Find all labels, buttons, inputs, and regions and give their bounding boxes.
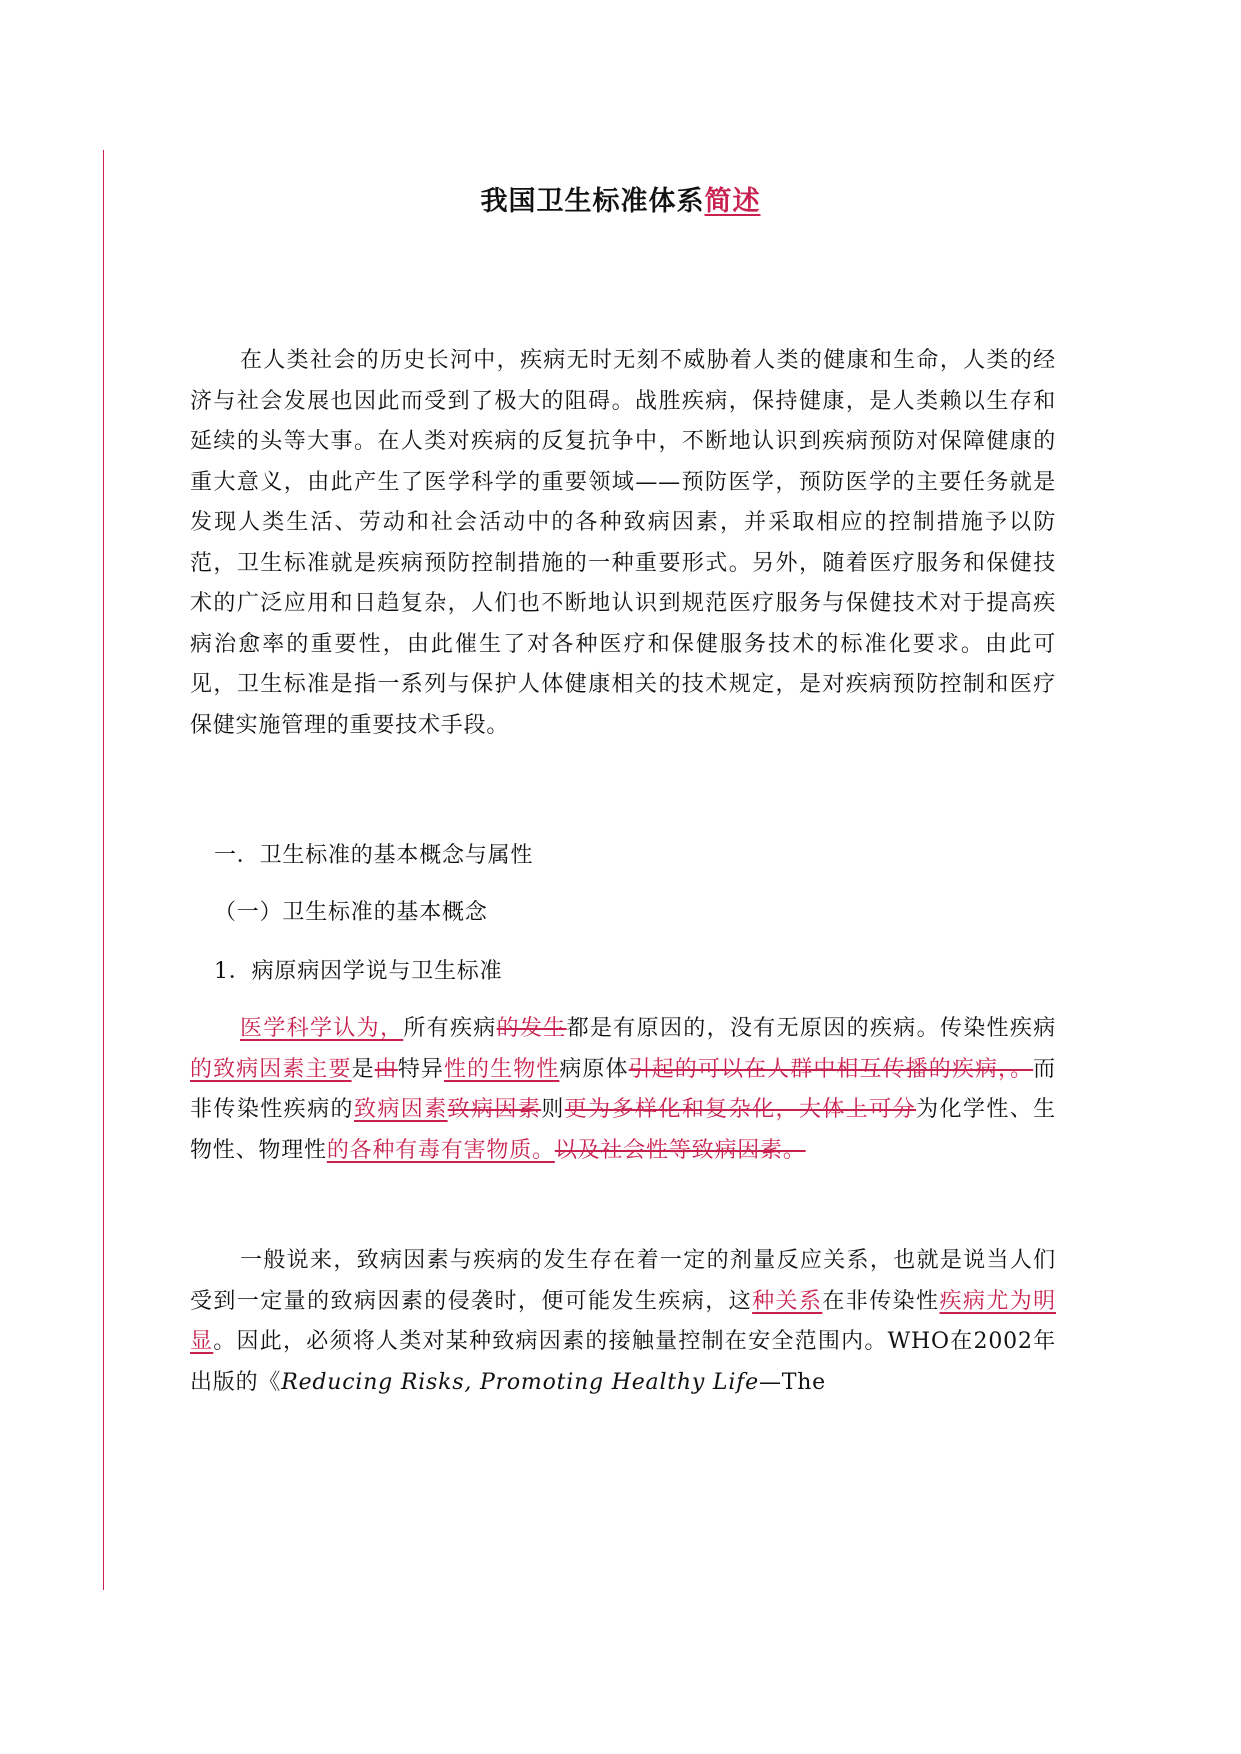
text-run: 在非传染性 [822,1288,940,1314]
text-run: 一般说来，致病因素与疾病的发生存在着一定的剂量反应关系，也就是说当人们受到一定量的致病因素的侵袭时，便可能发生疾病，这 [190,1248,1056,1314]
section-heading-2: （一）卫生标准的基本概念 [214,900,488,925]
text-run: 是 [351,1056,375,1082]
revised-section [190,1009,1056,1171]
inserted-text: 疾病尤为明显 [190,1288,1056,1354]
deleted-text: 引起的可以在人群中相互传播的疾病，。 [628,1056,1034,1082]
document-title [0,182,1241,222]
intro-section [190,341,1056,746]
deleted-text: 致病因素 [447,1097,542,1122]
deleted-text: 由 [374,1056,398,1082]
dose-response-paragraph [190,1241,1056,1403]
text-run: 病原体 [559,1056,629,1082]
text-run: 都是有原因的，没有无原因的疾病。传染性疾病 [566,1016,1057,1041]
last-section [190,1241,1056,1403]
section-heading-1: 一．卫生标准的基本概念与属性 [214,843,534,868]
title-inserted-text: 简述 [704,186,761,217]
text-run: 。因此，必须将人类对某种致病因素的接触量控制在安全范围内。WHO在2002年出版的《 [190,1329,1056,1395]
inserted-text: 医学科学认为， [240,1016,404,1041]
revised-paragraph [190,1009,1056,1171]
inserted-text: 的各种有毒有害物质。 [326,1137,555,1163]
text-run: 为化学性、生物性、物理性 [190,1097,1056,1163]
section-heading-3: 1．病原病因学说与卫生标准 [214,959,503,984]
inserted-text: 种关系 [752,1288,823,1314]
deleted-text: 的发生 [496,1016,567,1041]
text-run: 特异 [397,1056,444,1082]
revision-margin-bar [103,150,104,1590]
inserted-text: 性的生物性 [443,1056,560,1082]
inserted-text: 致病因素 [353,1097,448,1122]
deleted-text: 更为多样化和复杂化，大体上可分 [564,1097,917,1122]
deleted-text: 以及社会性等致病因素。 [554,1137,806,1163]
intro-paragraph: 在人类社会的历史长河中，疾病无时无刻不威胁着人类的健康和生命，人类的经济与社会发展也因此而受到了极大的阻碍。战胜疾病，保持健康，是人类赖以生存和延续的头等大事。在人类对疾病的反复抗争中，不断地认识到疾病预防对保障健康的重大意义，由此产生了医学科学的重要领域——预防医学，预防医学的主要任务就是发现人类生活、劳动和社会活动中的各种致病因素，并采取相应的控制措施予以防范，卫生标准就是疾病预防控制措施的一种重要形式。另外，随着医疗服务和保健技术的广泛应用和日趋复杂，人们也不断地认识到规范医疗服务与保健技术对于提高疾病治愈率的重要性，由此催生了对各种医疗和保健服务技术的标准化要求。由此可见，卫生标准是指一系列与保护人体健康相关的技术规定，是对疾病预防控制和医疗保健实施管理的重要技术手段。 [190,348,1056,738]
text-run: 则 [541,1097,565,1122]
inserted-text: 的致病因素主要 [190,1056,352,1082]
text-run: —The [758,1369,826,1395]
text-run: 所有疾病 [403,1016,497,1041]
italic-title: Reducing Risks, Promoting Healthy Life [281,1369,759,1395]
title-text: 我国卫生标准体系 [480,186,705,217]
text-run: 而非传染性疾病的 [190,1056,1056,1122]
